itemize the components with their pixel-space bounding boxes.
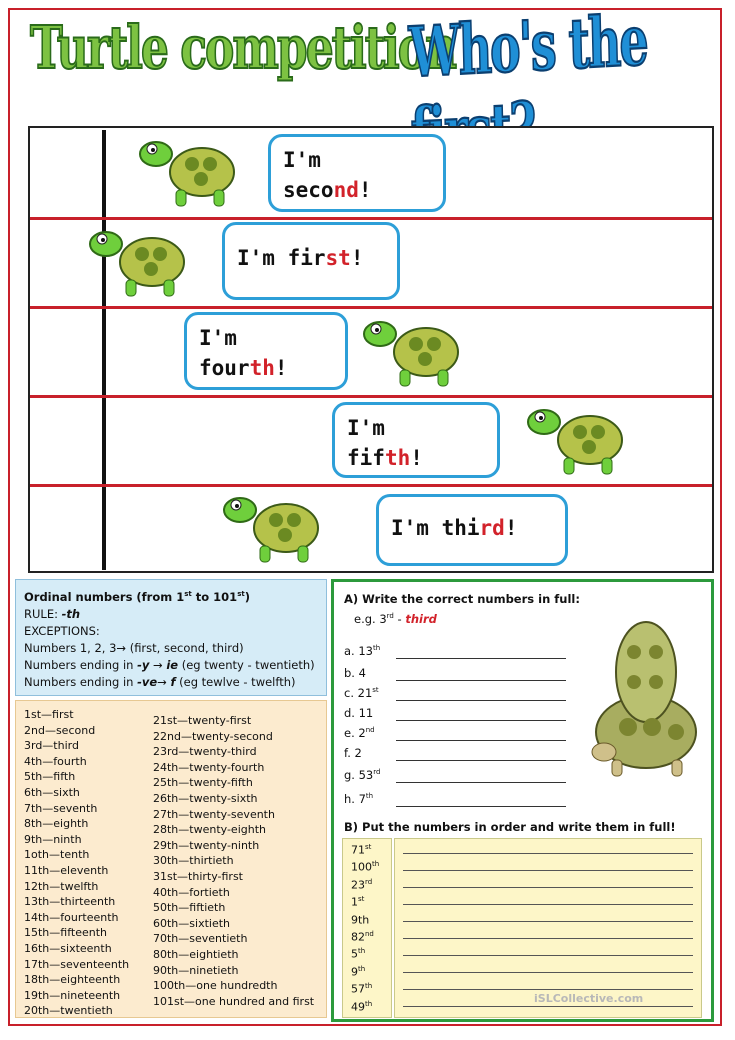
rules-heading <box>24 586 318 606</box>
list-item: 24th—twenty-fourth <box>153 760 265 774</box>
number-text: 1 <box>351 895 358 909</box>
sup: st <box>372 686 379 695</box>
exercise-a-number: f. 2 <box>344 746 362 760</box>
bubble-red-suffix: st <box>325 246 351 270</box>
exercise-a-item <box>344 726 574 746</box>
lane-5 <box>30 484 712 573</box>
exercise-a-item <box>344 686 574 706</box>
rule-line <box>24 606 318 623</box>
list-item: 30th—thirtieth <box>153 854 234 868</box>
list-item: 19th—nineteenth <box>24 988 121 1002</box>
list-item: 23rd—twenty-third <box>153 745 257 759</box>
exception-line-3 <box>24 674 318 691</box>
exercise-b-title: B) Put the numbers in order and write them in full! <box>344 820 676 834</box>
stacked-turtles-icon <box>582 602 708 782</box>
list-item: 1st—first <box>24 708 74 721</box>
exercise-a-item <box>344 644 574 664</box>
list-item: 16th—sixteenth <box>24 941 112 955</box>
text: e.g. 3 <box>354 612 387 626</box>
exercise-b-number <box>351 1000 372 1014</box>
rules-heading-text: to 101 <box>191 589 238 604</box>
sup: th <box>365 999 373 1008</box>
list-item: 3rd—third <box>24 739 79 753</box>
rules-heading-text: ) <box>244 589 250 604</box>
bubble-text: I'm fir <box>237 246 326 270</box>
sup: th <box>358 964 366 973</box>
bubble-text: ! <box>410 446 423 470</box>
answer-line[interactable] <box>396 700 566 701</box>
sup: st <box>184 590 192 598</box>
list-item: 29th—twenty-ninth <box>153 838 260 852</box>
bubble-red-suffix: th <box>384 446 411 470</box>
exercise-a-number: g. 53 <box>344 768 374 782</box>
title-turtle-competition: Turtle competition <box>30 14 456 83</box>
number-text: 100 <box>351 861 372 875</box>
sup: th <box>372 860 380 869</box>
text: ie <box>166 657 179 672</box>
list-item: 11th—eleventh <box>24 863 109 877</box>
list-item: 26th—twenty-sixth <box>153 791 258 805</box>
sup: rd <box>365 877 373 886</box>
writing-line[interactable] <box>403 938 693 939</box>
number-text: 57 <box>351 982 365 996</box>
exercise-a-item <box>344 768 574 788</box>
list-item: 1oth—tenth <box>24 848 90 862</box>
text: → <box>157 674 171 689</box>
list-item: 12th—twelfth <box>24 879 99 893</box>
exercise-a-example <box>354 612 437 626</box>
text: - <box>393 612 406 626</box>
watermark: iSLCollective.com <box>534 992 644 1005</box>
bubble-red-suffix: nd <box>333 178 359 202</box>
exercise-a-number: d. 11 <box>344 706 374 720</box>
answer-line[interactable] <box>396 680 566 681</box>
number-text: 23 <box>351 878 365 892</box>
list-item: 17th—seventeenth <box>24 957 130 971</box>
writing-line[interactable] <box>403 853 693 854</box>
sup: st <box>358 895 365 904</box>
rules-box <box>15 579 327 696</box>
list-item: 50th—fiftieth <box>153 901 226 915</box>
ordinal-list <box>15 700 327 1018</box>
rules-heading-text: Ordinal numbers (from 1 <box>24 589 185 604</box>
list-item: 6th—sixth <box>24 785 80 799</box>
turtle-icon <box>220 488 320 570</box>
bubble-text: seco <box>283 178 334 202</box>
title-whos-the-first: Who's the <box>408 0 648 93</box>
exercise-b-writing-lines <box>394 838 702 1018</box>
list-item: 22nd—twenty-second <box>153 729 273 743</box>
rule-label: RULE: <box>24 606 62 621</box>
race-track <box>28 126 714 573</box>
list-item: 27th—twenty-seventh <box>153 807 275 821</box>
writing-line[interactable] <box>403 972 693 973</box>
list-item: 31st—thirty-first <box>153 869 243 883</box>
exercise-b-number <box>351 965 365 979</box>
text: (eg twenty - twentieth) <box>178 657 315 672</box>
text: f <box>170 674 176 689</box>
sup: th <box>365 982 373 991</box>
bubble-red-suffix: th <box>249 356 275 380</box>
exercise-a-label <box>344 706 373 720</box>
writing-line[interactable] <box>403 955 693 956</box>
list-item: 18th—eighteenth <box>24 973 121 987</box>
exercise-b-number <box>351 947 365 961</box>
exercise-a-number: e. 2 <box>344 726 366 740</box>
exercise-a-number: a. 13 <box>344 644 373 658</box>
speech-bubble-fourth <box>184 312 348 390</box>
exercise-a-number: c. 21 <box>344 686 373 700</box>
writing-line[interactable] <box>403 904 693 905</box>
exercise-a-number: b. 4 <box>344 666 366 680</box>
bubble-text: I'm <box>199 326 237 350</box>
bubble-text: ! <box>350 246 364 270</box>
list-item: 20th—twentieth <box>24 1004 113 1018</box>
example-answer: third <box>405 612 437 626</box>
bubble-text: I'm thi <box>391 516 480 540</box>
sup: st <box>237 590 245 598</box>
exercise-b-number <box>351 860 379 874</box>
text: -ve <box>137 674 158 689</box>
list-item: 15th—fifteenth <box>24 926 107 940</box>
exercise-a-title: A) Write the correct numbers in full: <box>344 592 580 606</box>
sup: nd <box>365 726 375 735</box>
writing-line[interactable] <box>403 887 693 888</box>
list-item: 13th—thirteenth <box>24 895 116 909</box>
bubble-text: I'm <box>283 148 321 172</box>
bubble-text: four <box>199 356 250 380</box>
text: (eg tewlve - twelfth) <box>175 674 296 689</box>
exercise-a-label <box>344 644 380 658</box>
list-item: 9th—ninth <box>24 832 82 846</box>
answer-line[interactable] <box>396 740 566 741</box>
bubble-text: ! <box>274 356 288 380</box>
bubble-text: fif <box>347 446 385 470</box>
text: Numbers ending in <box>24 657 138 672</box>
text: Numbers ending in <box>24 674 138 689</box>
bubble-text: I'm <box>347 416 385 440</box>
sup: th <box>373 644 381 653</box>
rule-value: -th <box>61 606 81 621</box>
turtle-icon <box>524 400 624 482</box>
number-text: 49 <box>351 1000 365 1014</box>
exercise-a-label <box>344 666 366 680</box>
exercise-a-label <box>344 768 380 782</box>
writing-line[interactable] <box>403 1006 693 1007</box>
list-item: 7th—seventh <box>24 801 98 815</box>
speech-bubble-third <box>376 494 568 566</box>
list-item: 28th—twenty-eighth <box>153 823 266 837</box>
list-item: 5th—fifth <box>24 770 76 784</box>
exercise-a-label <box>344 686 379 700</box>
exercise-a-item <box>344 666 574 686</box>
number-text: 5 <box>351 948 358 962</box>
exception-line-1: Numbers 1, 2, 3→ (first, second, third) <box>24 640 244 655</box>
list-item: 8th—eighth <box>24 817 89 831</box>
number-text: 71 <box>351 843 365 857</box>
sup: nd <box>365 930 374 938</box>
turtle-icon <box>136 132 236 214</box>
exercise-b-number <box>351 982 372 996</box>
answer-line[interactable] <box>396 720 566 721</box>
sup: rd <box>373 768 381 777</box>
sup: th <box>365 792 374 801</box>
ordinal-list-column-1 <box>24 707 129 1019</box>
list-item: 25th—twenty-fifth <box>153 776 253 790</box>
list-item: 90th—ninetieth <box>153 963 239 977</box>
sup: th <box>358 947 366 956</box>
exception-line-2 <box>24 657 318 674</box>
speech-bubble-second <box>268 134 446 212</box>
list-item: 21st—twenty-first <box>153 714 252 727</box>
exercise-b-number <box>351 878 372 892</box>
speech-bubble-first <box>222 222 400 300</box>
list-item: 2nd—second <box>24 723 96 737</box>
answer-line[interactable] <box>396 760 566 761</box>
turtle-icon <box>360 312 460 394</box>
exercise-a-item <box>344 706 574 726</box>
text: → <box>149 657 167 672</box>
exercise-b-number <box>351 913 369 927</box>
list-item: 4th—fourth <box>24 754 87 768</box>
bubble-text: ! <box>504 516 518 540</box>
answer-line[interactable] <box>396 658 566 659</box>
number-text: 82 <box>351 930 365 944</box>
exercise-b-number <box>351 843 371 857</box>
ordinal-list-column-2 <box>153 713 314 1009</box>
writing-line[interactable] <box>403 870 693 871</box>
list-item: 80th—eightieth <box>153 947 239 961</box>
list-item: 60th—sixtieth <box>153 916 230 930</box>
exercise-a-label <box>344 792 373 806</box>
number-text: 9 <box>351 965 358 979</box>
exercise-box <box>331 579 714 1022</box>
writing-line[interactable] <box>403 921 693 922</box>
exercise-a-item <box>344 792 574 812</box>
exercise-a-item <box>344 746 574 766</box>
exercise-a-label <box>344 746 362 760</box>
exercise-b-number <box>351 895 364 909</box>
exercise-a-number: h. 7 <box>344 792 366 806</box>
writing-line[interactable] <box>403 989 693 990</box>
exercise-a-label <box>344 726 375 740</box>
list-item: 40th—fortieth <box>153 885 230 899</box>
list-item: 100th—one hundredth <box>153 979 278 993</box>
speech-bubble-fifth <box>332 402 500 478</box>
list-item: 70th—seventieth <box>153 932 248 946</box>
bubble-red-suffix: rd <box>479 516 505 540</box>
list-item: 14th—fourteenth <box>24 910 119 924</box>
turtle-icon <box>86 222 186 304</box>
sup: st <box>365 843 372 851</box>
bubble-text: ! <box>358 178 372 202</box>
exercise-b-numbers <box>342 838 392 1018</box>
answer-line[interactable] <box>396 806 566 807</box>
list-item: 101st—one hundred and first <box>153 994 315 1008</box>
exercise-b-number <box>351 930 374 944</box>
exceptions-label: EXCEPTIONS: <box>24 623 100 638</box>
answer-line[interactable] <box>396 782 566 783</box>
text: -y <box>137 657 150 672</box>
number-text: 9th <box>351 913 370 927</box>
sup: rd <box>386 612 394 621</box>
